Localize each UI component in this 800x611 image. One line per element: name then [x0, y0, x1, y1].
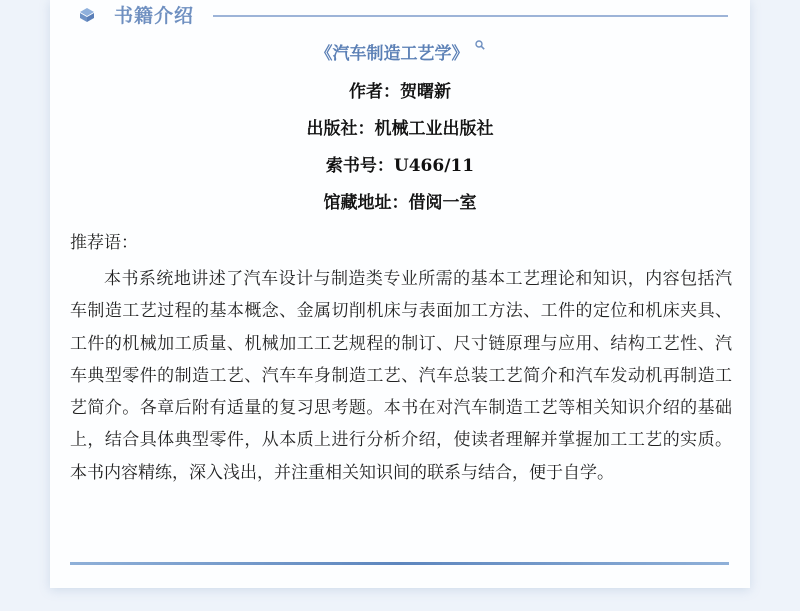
author-value: 贺曙新	[400, 82, 451, 102]
location-label: 馆藏地址：	[323, 193, 409, 213]
search-icon[interactable]	[475, 40, 485, 50]
location-row	[0, 190, 800, 216]
section-header	[78, 3, 728, 29]
publisher-row	[0, 116, 800, 142]
call-number-row	[0, 153, 800, 179]
author-label: 作者：	[349, 82, 400, 102]
book-title-row	[0, 42, 800, 66]
diamond-icon	[80, 8, 94, 22]
header-divider	[213, 15, 728, 17]
recommendation-text: 本书系统地讲述了汽车设计与制造类专业所需的基本工艺理论和知识，内容包括汽车制造工艺过程的基本概念、金属切削机床与表面加工方法、工件的定位和机床夹具、工件的机械加工质量、机械加工工艺规程的制订、尺寸链原理与应用、结构工艺性、汽车典型零件的制造工艺、汽车车身制造工艺、汽车总装工艺简介和汽车发动机再制造工艺简介。各章后附有适量的复习思考题。本书在对汽车制造工艺等相关知识介绍的基础上，结合具体典型零件，从本质上进行分析介绍，使读者理解并掌握加工工艺的实质。本书内容精练，深入浅出，并注重相关知识间的联系与结合，便于自学。	[70, 269, 732, 483]
publisher-label: 出版社：	[306, 119, 375, 139]
call-number-value: U466/11	[393, 156, 475, 176]
publisher-value: 机械工业出版社	[374, 119, 494, 139]
call-number-label: 索书号：	[325, 156, 394, 176]
author-row	[0, 79, 800, 105]
book-title[interactable]: 《汽车制造工艺学》	[315, 44, 469, 64]
location-value: 借阅一室	[408, 193, 477, 213]
footer-divider	[70, 562, 729, 565]
section-title: 书籍介绍	[114, 5, 195, 27]
recommendation-label: 推荐语：	[70, 233, 138, 253]
